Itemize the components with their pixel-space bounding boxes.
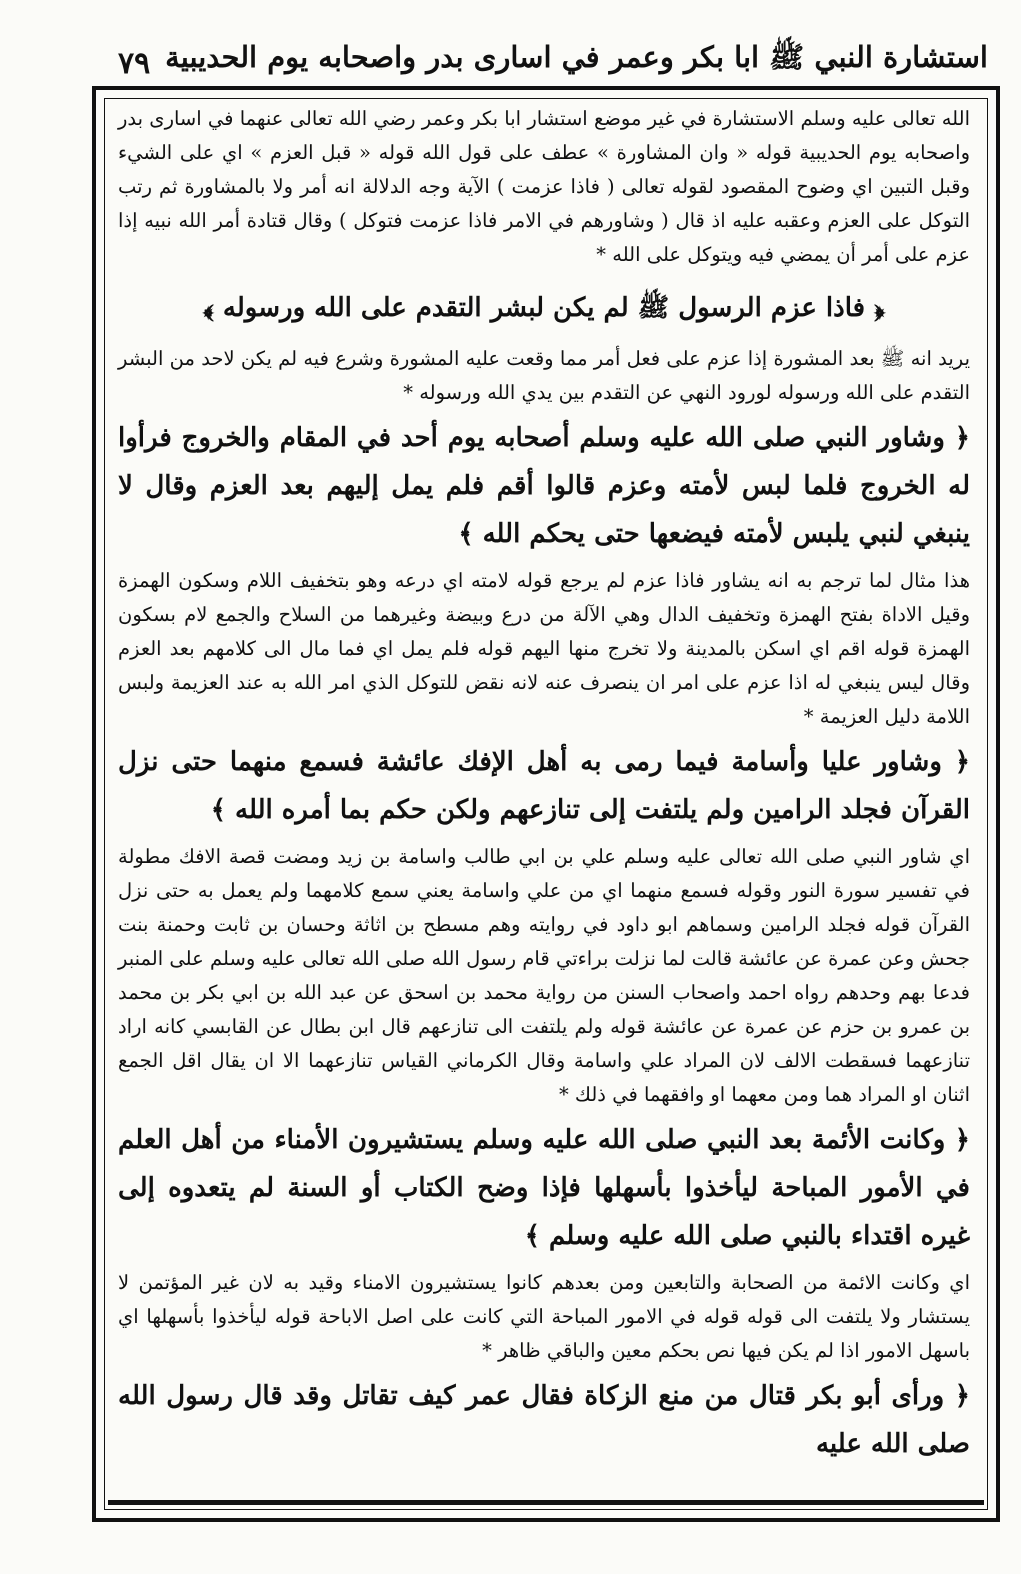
commentary-paragraph: الله تعالى عليه وسلم الاستشارة في غير موضع استشار ابا بكر وعمر رضي الله تعالى عنهما في اسارى بدر واصحابه يوم الحديبية قوله « وان المشاورة » عطف على قول الله قوله « قبل العزم » اي على الشيء وقبل التبين اي وضوح المقصود لقوله تعالى ( فاذا عزمت ) الآية وجه الدلالة انه أمر ولا بالمشاورة ثم رتب التوكل على العزم وعقبه عليه اذ قال ( وشاورهم في الامر فاذا عزمت فتوكل ) وقال قتادة أمر الله نبيه إذا عزم على أمر أن يمضي فيه ويتوكل على الله * <box>118 107 970 266</box>
bottom-rule <box>108 1500 984 1505</box>
hadith-text: ﴿ ورأى أبو بكر قتال من منع الزكاة فقال عمر كيف تقاتل وقد قال رسول الله صلى الله عليه <box>118 1381 970 1459</box>
hadith-text: ﴿ فاذا عزم الرسول ﷺ لم يكن لبشر التقدم على الله ورسوله ﴾ <box>203 293 885 323</box>
hadith-text: ﴿ وشاور عليا وأسامة فيما رمى به أهل الإفك عائشة فسمع منهما حتى نزل القرآن فجلد الرامين ولم يلتفت إلى تنازعهم ولكن حكم بما أمره الله ﴾ <box>118 747 970 825</box>
text-body <box>118 102 970 1494</box>
commentary-paragraph: هذا مثال لما ترجم به انه يشاور فاذا عزم لم يرجع قوله لامته اي درعه وهو بتخفيف اللام وسكون الهمزة وقيل الاداة بفتح الهمزة وتخفيف الدال وهي الآلة من درع وبيضة وغيرهما من السلاح والجمع لام بسكون الهمزة قوله اقم اي اسكن بالمدينة ولا تخرج منها اليهم قوله فلم يمل اي فما مال الى كلامهم بعد العزم وقال ليس ينبغي له اذا عزم على امر ان ينصرف عنه لانه نقض للتوكل الذي امر الله به عند العزيمة ولبس اللامة دليل العزيمة * <box>118 569 970 728</box>
running-title: استشارة النبي ﷺ ابا بكر وعمر في اسارى بدر واصحابه يوم الحديبية <box>165 40 988 74</box>
hadith-text: ﴿ وشاور النبي صلى الله عليه وسلم أصحابه يوم أحد في المقام والخروج فرأوا له الخروج فلما لبس لأمته وعزم قالوا أقم فلم يمل إليهم بعد العزم وقال لا ينبغي لنبي يلبس لأمته فيضعها حتى يحكم الله ﴾ <box>118 423 970 549</box>
commentary-paragraph: اي شاور النبي صلى الله تعالى عليه وسلم علي بن ابي طالب واسامة بن زيد ومضت قصة الافك مطولة في تفسير سورة النور وقوله فسمع منهما اي من علي واسامة يعني سمع كلامهما ولم يعمل به حتى نزل القرآن قوله فجلد الرامين وسماهم ابو داود في روايته وهم مسطح بن اثاثة وحسان بن ثابت وحمنة بنت جحش وعن عمرة عن عائشة قالت لما نزلت براءتي قام رسول الله صلى الله تعالى عليه وسلم على المنبر فدعا بهم وحدهم رواه احمد واصحاب السنن من رواية محمد بن اسحق عن عبد الله بن ابي بكر بن محمد بن عمرو بن حزم عن عمرة عن عائشة قوله ولم يلتفت الى تنازعهم قال ابن بطال عن القابسي كانه اراد تنازعهما فسقطت الالف لان المراد علي واسامة وقال الكرماني القياس تنازعهما الا ان يقال اقل الجمع اثنان او المراد هما ومن معهما او وافقهما في ذلك * <box>118 845 970 1106</box>
commentary-paragraph: اي وكانت الائمة من الصحابة والتابعين ومن بعدهم كانوا يستشيرون الامناء وقيد به لان غير المؤتمن لا يستشار ولا يلتفت الى قوله قوله في الامور المباحة التي كانت على اصل الاباحة قوله ليأخذوا بأسهلها اي باسهل الامور اذا لم يكن فيها نص بحكم معين والباقي ظاهر * <box>118 1271 970 1362</box>
hadith-text: ﴿ وكانت الأئمة بعد النبي صلى الله عليه وسلم يستشيرون الأمناء من أهل العلم في الأمور المباحة ليأخذوا بأسهلها فإذا وضح الكتاب أو السنة لم يتعدوه إلى غيره اقتداء بالنبي صلى الله عليه وسلم ﴾ <box>118 1125 970 1251</box>
page-number: ٧٩ <box>118 46 151 81</box>
commentary-paragraph: يريد انه ﷺ بعد المشورة إذا عزم على فعل أمر مما وقعت عليه المشورة وشرع فيه لم يكن لاحد من البشر التقدم على الله ورسوله لورود النهي عن التقدم بين يدي الله ورسوله * <box>118 347 970 404</box>
page-header <box>108 34 988 86</box>
